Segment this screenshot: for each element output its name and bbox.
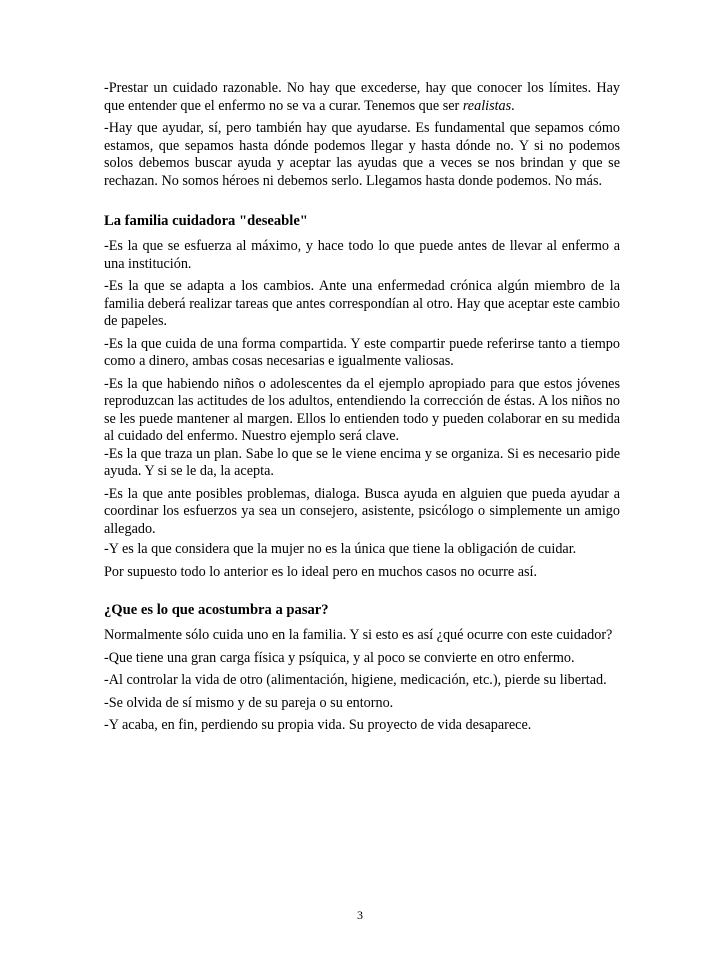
list-item: -Es la que ante posibles problemas, dialoga. Busca ayuda en alguien que pueda ayudar a coordinar los esfuerzos ya sea un consejero, asistente, psicólogo o simplemente un amigo allegado. [104,485,620,537]
list-item: -Que tiene una gran carga física y psíquica, y al poco se convierte en otro enfermo. [104,649,575,666]
paragraph-period: . [511,97,515,114]
paragraph-text: -Prestar un cuidado razonable. No hay que excederse, hay que conocer los límites. Hay que entender que el enfermo no se va a curar. Tenemos que ser [104,80,620,114]
paragraph-help-yourself: -Hay que ayudar, sí, pero también hay que ayudarse. Es fundamental que sepamos cómo estamos, que sepamos hasta dónde podemos llegar y hasta dónde no. Y si no podemos solos debemos buscar ayuda y aceptar las ayudas que a veces se nos brindan y que se rechazan. No somos héroes ni debemos serlo. Llegamos hasta donde podemos. No más. [104,120,620,189]
page-number: 3 [357,908,363,922]
page-body [104,80,620,735]
list-item: -Y acaba, en fin, perdiendo su propia vida. Su proyecto de vida desaparece. [104,717,532,733]
list-item: -Es la que se esfuerza al máximo, y hace todo lo que puede antes de llevar al enfermo a una institución. [104,238,620,272]
list-item: -Y es la que considera que la mujer no es la única que tiene la obligación de cuidar. [104,541,577,557]
list-item: -Es la que traza un plan. Sabe lo que se le viene encima y se organiza. Si es necesario pide ayuda. Y si se le da, la acepta. [104,445,620,479]
list-item: -Es la que habiendo niños o adolescentes da el ejemplo apropiado para que estos jóvenes reproduzcan las actitudes de los adultos, entendiendo la corrección de éstas. A los niños no se les puede mantener al margen. Ellos lo entienden todo y pueden colaborar en su medida al cuidado del enfermo. Nuestro ejemplo será clave. [104,375,620,444]
list-item: -Es la que cuida de una forma compartida. Y este compartir puede referirse tanto a tiempo como a dinero, ambas cosas necesarias e igualmente valiosas. [104,335,620,369]
list-item: Normalmente sólo cuida uno en la familia. Y si esto es así ¿qué ocurre con este cuidador? [104,627,613,643]
paragraph-reasonable-care [104,80,620,115]
section-heading-desirable-family: La familia cuidadora "deseable" [104,213,308,229]
closing-remark: Por supuesto todo lo anterior es lo ideal pero en muchos casos no ocurre así. [104,563,538,580]
list-item: -Se olvida de sí mismo y de su pareja o su entorno. [104,694,394,711]
section-heading-what-usually-happens: ¿Que es lo que acostumbra a pasar? [104,602,329,618]
list-item: -Al controlar la vida de otro (alimentación, higiene, medicación, etc.), pierde su libertad. [104,672,607,688]
list-item: -Es la que se adapta a los cambios. Ante una enfermedad crónica algún miembro de la familia deberá realizar tareas que antes correspondían al otro. Hay que aceptar este cambio de papeles. [104,278,620,329]
emphasis-realistas: realistas [462,97,512,114]
